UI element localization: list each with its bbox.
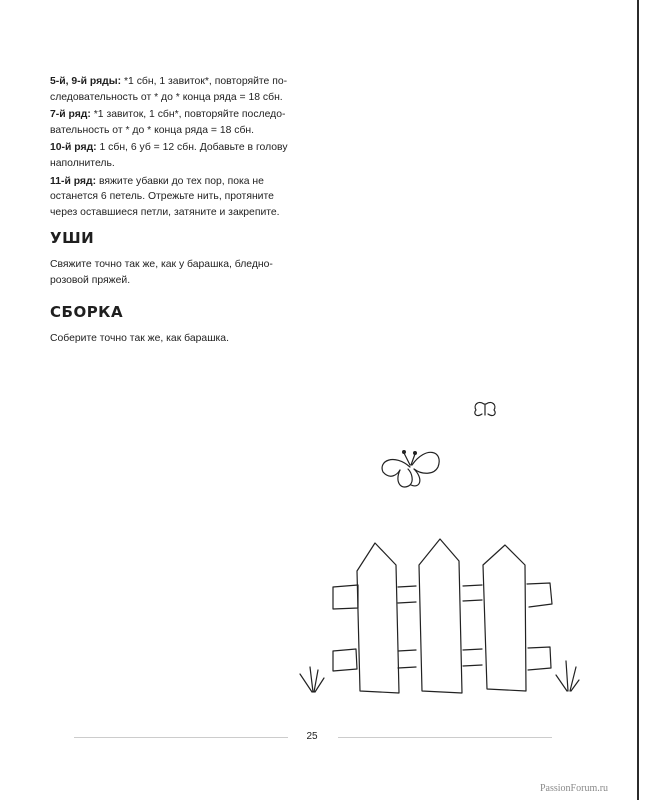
watermark: PassionForum.ru xyxy=(540,783,609,794)
fence xyxy=(333,539,552,693)
assembly-heading: СБОРКА xyxy=(50,303,124,321)
instruction-row-10 xyxy=(50,140,310,171)
row-instructions xyxy=(50,74,310,222)
ears-text-line: розовой пряжей. xyxy=(50,274,131,286)
grass-left-icon xyxy=(300,667,324,692)
instruction-row-11 xyxy=(50,174,310,221)
ears-text-line: Свяжите точно так же, как у барашка, бледно- xyxy=(50,259,273,270)
fence-butterflies-illustration xyxy=(290,395,590,705)
row-text: *1 сбн, 1 завиток*, повторяйте по- xyxy=(121,76,288,87)
instruction-row-5-9 xyxy=(50,74,310,105)
row-label: 5-й, 9-й ряды: xyxy=(50,76,122,87)
ears-heading: УШИ xyxy=(50,229,95,247)
small-butterfly-icon xyxy=(475,403,495,416)
row-text-line: останется 6 петель. Отрежьте нить, протяните xyxy=(50,191,274,203)
row-label: 11-й ряд: xyxy=(50,175,97,187)
row-text: *1 завиток, 1 сбн*, повторяйте последо- xyxy=(90,109,286,121)
assembly-text xyxy=(50,331,310,347)
ears-section xyxy=(50,257,310,288)
page-edge-divider xyxy=(637,0,639,800)
grass-right-icon xyxy=(556,661,579,691)
row-text-line: вательность от * до * конца ряда = 18 сбн. xyxy=(50,124,255,136)
row-text-line: следовательность от * до * конца ряда = 18 сбн. xyxy=(50,91,283,103)
assembly-section xyxy=(50,331,310,347)
row-label: 7-й ряд: xyxy=(50,109,91,121)
instruction-row-7 xyxy=(50,107,310,138)
page-number: 25 xyxy=(306,731,318,742)
ears-text xyxy=(50,257,310,288)
footer-rule-left xyxy=(74,737,288,738)
footer-rule-right xyxy=(338,737,552,738)
assembly-text-line: Соберите точно так же, как барашка. xyxy=(50,333,229,344)
row-text-line: через оставшиеся петли, затяните и закрепите. xyxy=(50,206,280,218)
row-text-line: наполнитель. xyxy=(50,157,115,169)
large-butterfly-icon xyxy=(382,451,439,487)
row-label: 10-й ряд: xyxy=(50,142,97,154)
row-text: 1 сбн, 6 уб = 12 сбн. Добавьте в голову xyxy=(96,142,288,154)
row-text: вяжите убавки до тех пор, пока не xyxy=(96,175,264,187)
